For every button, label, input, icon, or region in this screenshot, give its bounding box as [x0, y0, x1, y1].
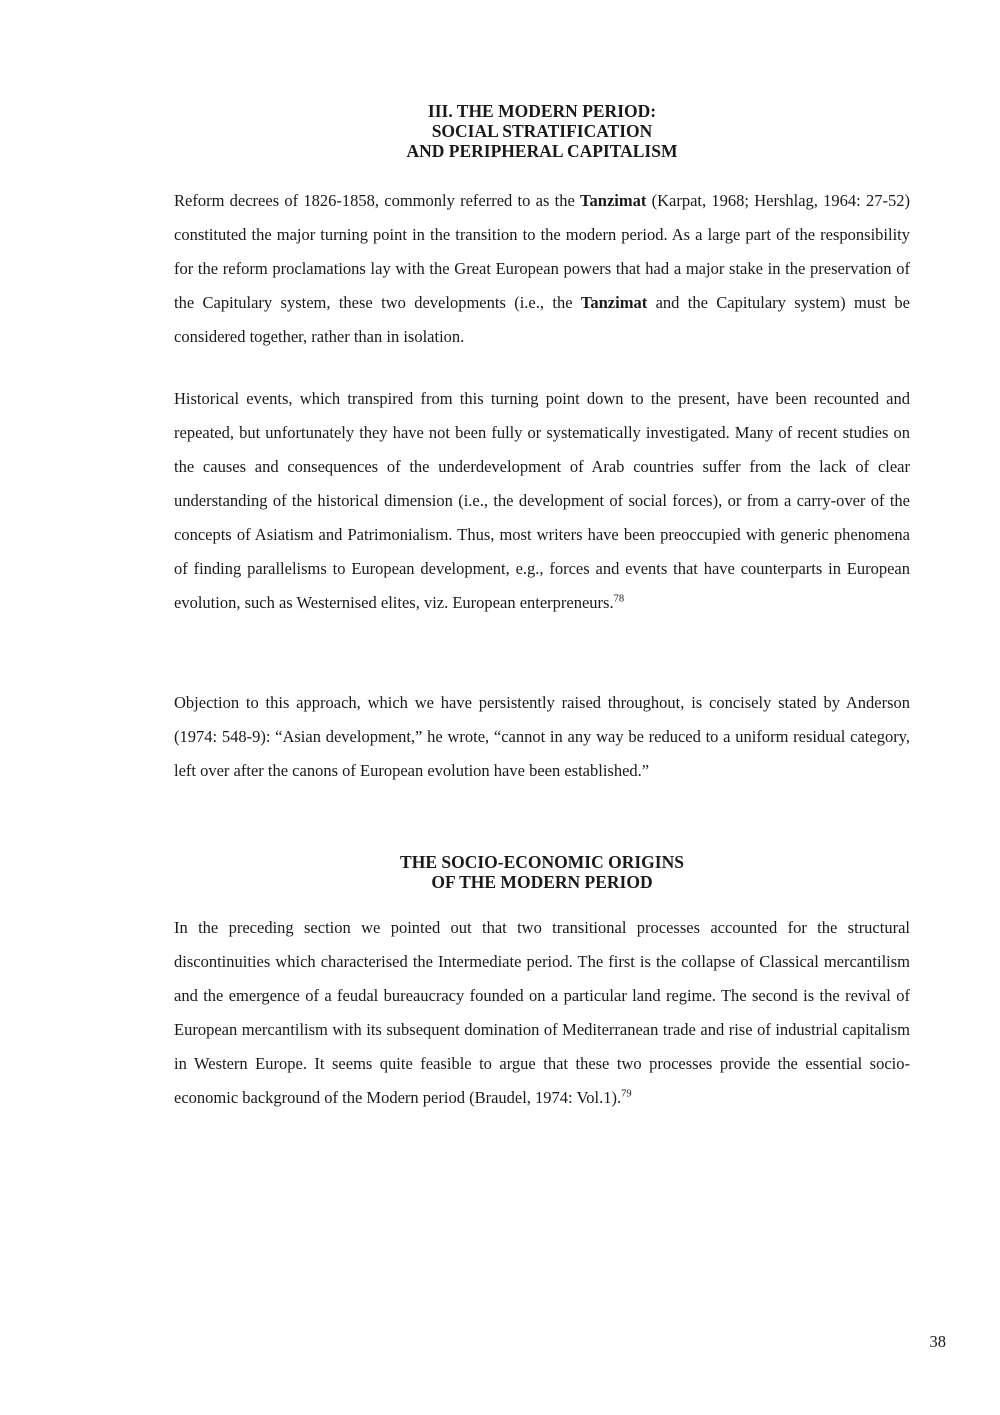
page-number: 38: [929, 1332, 946, 1351]
body-paragraph-1: [174, 184, 910, 354]
paragraph-text: (Karpat, 1968; Hershlag, 1964: 27-52) constituted the major turning point in the transition to the modern period. As a large part of the responsibility for the reform proclamations lay with the Great European powers that had a major stake in the preservation of the Capitulary system, these two developments (i.e., the: [174, 191, 910, 312]
section-heading-line: III. THE MODERN PERIOD:: [427, 101, 657, 121]
paragraph-text: Historical events, which transpired from this turning point down to the present, have been recounted and repeated, but unfortunately they have not been fully or systematically investigated. Many of recent studies on the causes and consequences of the underdevelopment of Arab countries suffer from the lack of clear understanding of the historical dimension (i.e., the development of social forces), or from a carry-over of the concepts of Asiatism and Patrimonialism. Thus, most writers have been preoccupied with generic phenomena of finding parallelisms to European development, e.g., forces and events that have counterparts in European evolution, such as Westernised elites, viz. European enterpreneurs.: [174, 389, 910, 612]
section-heading-line: SOCIAL STRATIFICATION: [431, 121, 653, 141]
subsection-heading: [174, 852, 910, 892]
footnote-marker: 78: [613, 593, 625, 605]
body-paragraph-3: [174, 686, 910, 788]
paragraph-text: In the preceding section we pointed out that two transitional processes accounted for the structural discontinuities which characterised the Intermediate period. The first is the collapse of Classical mercantilism and the emergence of a feudal bureaucracy founded on a particular land regime. The second is the revival of European mercantilism with its subsequent domination of Mediterranean trade and rise of industrial capitalism in Western Europe. It seems quite feasible to argue that these two processes provide the essential socio-economic background of the Modern period (Braudel, 1974: Vol.1).: [174, 918, 910, 1107]
term-bold: Tanzimat: [580, 293, 648, 312]
section-heading-line: AND PERIPHERAL CAPITALISM: [406, 141, 678, 161]
paragraph-text: Reform decrees of 1826-1858, commonly referred to as the: [174, 191, 581, 210]
subsection-heading-line: THE SOCIO-ECONOMIC ORIGINS: [400, 852, 684, 872]
footnote-marker: 79: [621, 1088, 632, 1100]
body-paragraph-4: [174, 911, 910, 1115]
paragraph-text: Objection to this approach, which we have persistently raised throughout, is concisely stated by Anderson (1974: 548-9): “Asian development,” he wrote, “cannot in any way be reduced to a uniform residual category, left over after the canons of European evolution have been established.”: [174, 693, 910, 780]
body-paragraph-2: [174, 382, 910, 620]
subsection-heading-line: OF THE MODERN PERIOD: [431, 872, 653, 892]
section-heading: [174, 101, 910, 161]
paragraph-text: and the Capitulary system) must be considered together, rather than in isolation.: [174, 293, 911, 346]
term-bold: Tanzimat: [580, 191, 647, 210]
